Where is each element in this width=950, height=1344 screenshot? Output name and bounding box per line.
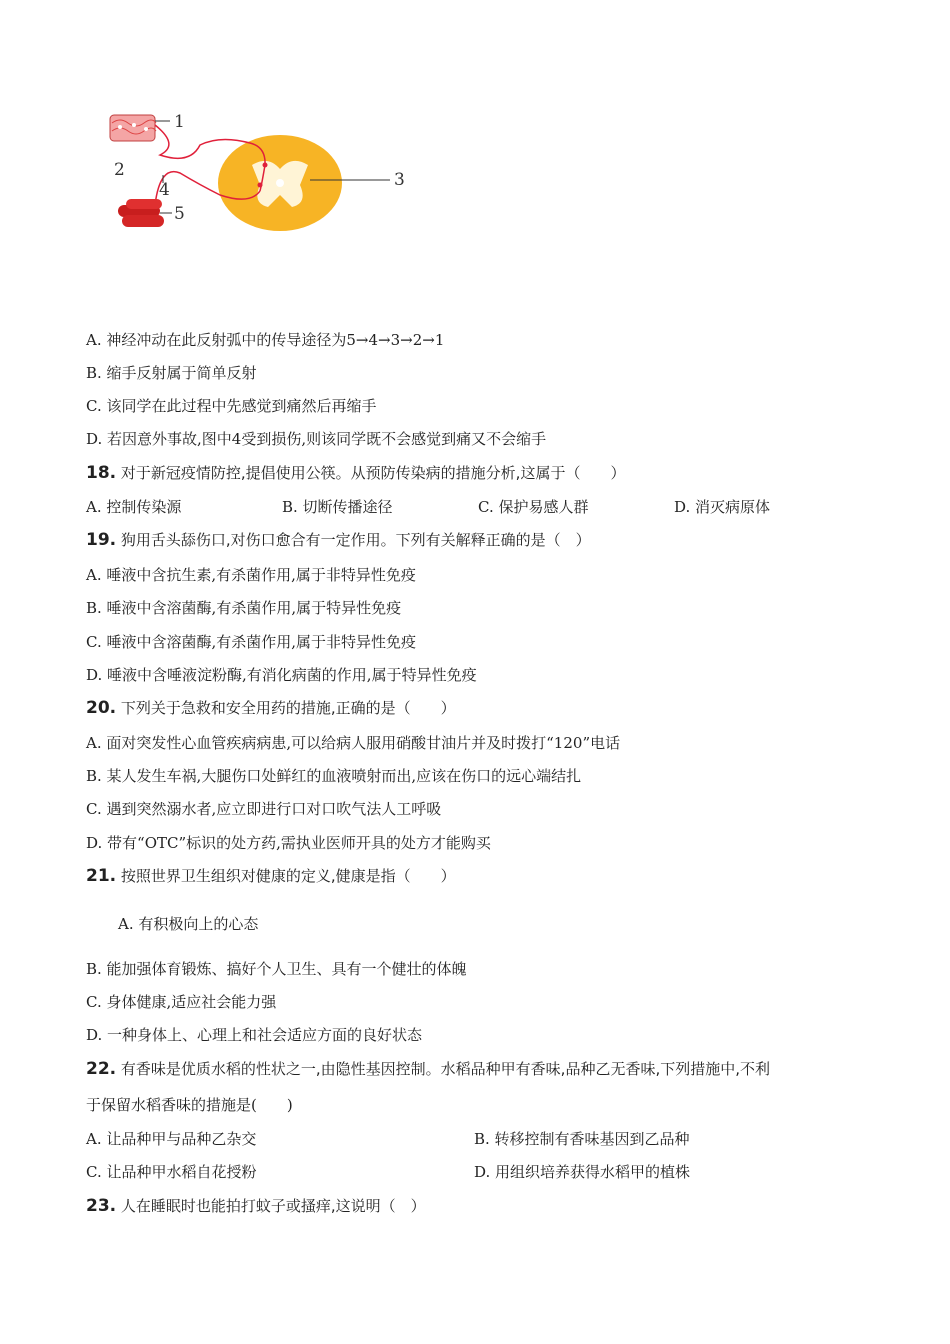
q21-stem-line: [86, 866, 456, 886]
q18-stem-line: [86, 463, 625, 483]
q20-stem: 下列关于急救和安全用药的措施,正确的是（ ）: [120, 699, 456, 717]
question-number: 23.: [86, 1196, 117, 1216]
q18-option-d: D. 消灭病原体: [674, 498, 771, 516]
q21-option-c: C. 身体健康,适应社会能力强: [86, 993, 277, 1011]
q22-option-c: C. 让品种甲水稻自花授粉: [86, 1163, 257, 1181]
diagram-label-2: 2: [114, 160, 125, 180]
q22-option-a: A. 让品种甲与品种乙杂交: [86, 1130, 257, 1148]
q23-stem: 人在睡眠时也能拍打蚊子或搔痒,这说明（ ）: [120, 1197, 426, 1215]
q18-option-a: A. 控制传染源: [86, 498, 182, 516]
q17-option-a: A. 神经冲动在此反射弧中的传导途径为5→4→3→2→1: [86, 331, 445, 349]
diagram-label-3: 3: [394, 170, 405, 190]
q20-option-d: D. 带有“OTC”标识的处方药,需执业医师开具的处方才能购买: [86, 834, 491, 852]
diagram-label-5: 5: [174, 204, 185, 224]
q17-option-b: B. 缩手反射属于简单反射: [86, 364, 257, 382]
q21-stem: 按照世界卫生组织对健康的定义,健康是指（ ）: [120, 867, 456, 885]
q22-options-row1: [86, 1129, 690, 1149]
q20-stem-line: [86, 698, 456, 718]
q20-option-c: C. 遇到突然溺水者,应立即进行口对口吹气法人工呼吸: [86, 800, 442, 818]
muscle-effector-illustration: [118, 199, 164, 227]
q22-option-d: D. 用组织培养获得水稻甲的植株: [474, 1163, 691, 1181]
q22-option-b: B. 转移控制有香味基因到乙品种: [474, 1130, 690, 1148]
q20-option-a: A. 面对突发性心血管疾病病患,可以给病人服用硝酸甘油片并及时拨打“120”电话: [86, 734, 621, 752]
q19-option-b: B. 唾液中含溶菌酶,有杀菌作用,属于特异性免疫: [86, 599, 402, 617]
q21-option-a: A. 有积极向上的心态: [118, 915, 259, 933]
q18-stem: 对于新冠疫情防控,提倡使用公筷。从预防传染病的措施分析,这属于（ ）: [120, 464, 626, 482]
q18-option-b: B. 切断传播途径: [282, 498, 393, 516]
skin-receptor-illustration: [110, 115, 156, 141]
question-number: 21.: [86, 866, 117, 886]
reflex-arc-diagram: [100, 95, 420, 255]
q20-option-b: B. 某人发生车祸,大腿伤口处鲜红的血液喷射而出,应该在伤口的远心端结扎: [86, 767, 582, 785]
q17-option-d: D. 若因意外事故,图中4受到损伤,则该同学既不会感觉到痛又不会缩手: [86, 430, 547, 448]
q19-option-c: C. 唾液中含溶菌酶,有杀菌作用,属于非特异性免疫: [86, 633, 417, 651]
question-number: 18.: [86, 463, 117, 483]
q22-stem-line2: 于保留水稻香味的措施是( ): [86, 1096, 293, 1114]
question-number: 19.: [86, 530, 117, 550]
q19-option-a: A. 唾液中含抗生素,有杀菌作用,属于非特异性免疫: [86, 566, 416, 584]
question-number: 22.: [86, 1059, 117, 1079]
question-number: 20.: [86, 698, 117, 718]
q22-stem-line1: 有香味是优质水稻的性状之一,由隐性基因控制。水稻品种甲有香味,品种乙无香味,下列措施中,不利: [120, 1060, 770, 1078]
q17-option-c: C. 该同学在此过程中先感觉到痛然后再缩手: [86, 397, 377, 415]
spinal-cord-illustration: [218, 135, 342, 231]
q21-option-d: D. 一种身体上、心理上和社会适应方面的良好状态: [86, 1026, 423, 1044]
diagram-label-1: 1: [174, 112, 185, 132]
diagram-label-4: 4: [159, 180, 170, 200]
q19-stem: 狗用舌头舔伤口,对伤口愈合有一定作用。下列有关解释正确的是（ ）: [120, 531, 591, 549]
q23-stem-line: [86, 1196, 426, 1216]
q18-options: [86, 497, 770, 517]
q22-options-row2: [86, 1162, 690, 1182]
q19-option-d: D. 唾液中含唾液淀粉酶,有消化病菌的作用,属于特异性免疫: [86, 666, 477, 684]
q19-stem-line: [86, 530, 591, 550]
q21-option-b: B. 能加强体育锻炼、搞好个人卫生、具有一个健壮的体魄: [86, 960, 467, 978]
q18-option-c: C. 保护易感人群: [478, 498, 589, 516]
q22-stem-line: [86, 1059, 770, 1079]
